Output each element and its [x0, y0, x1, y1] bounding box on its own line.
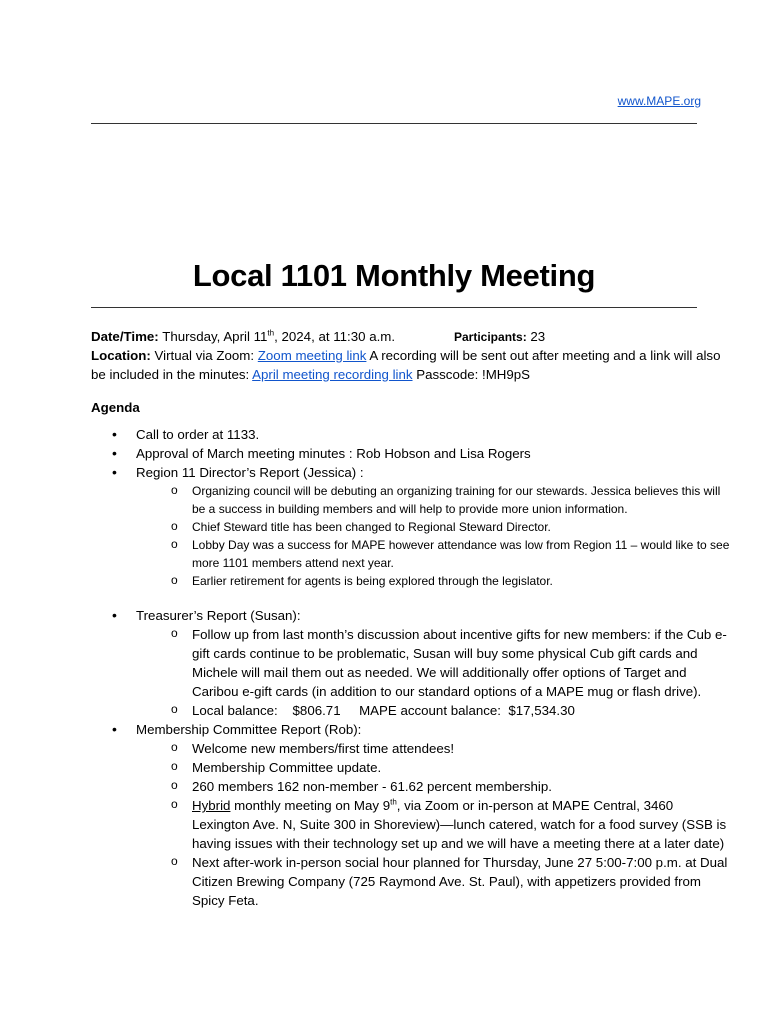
- location-label: Location:: [91, 348, 151, 363]
- location-note: A recording will be sent out after meeting and a link will also be included in the minutes:: [91, 348, 721, 382]
- treasurer-sublist: [136, 625, 731, 720]
- sub-item: o Next after-work in-person social hour planned for Thursday, June 27 5:00-7:00 p.m. at Dual Citizen Brewing Company (725 Raymond Ave. St. Paul), with appetizers provided from Spicy Feta.: [91, 853, 731, 910]
- spacer: [91, 590, 731, 606]
- sub-item: o Welcome new members/first time attendees!: [91, 739, 731, 758]
- participants-label: Participants:: [454, 330, 527, 344]
- director-report-label: Region 11 Director’s Report (Jessica) :: [136, 465, 364, 480]
- passcode: Passcode: !MH9pS: [416, 367, 531, 382]
- sub-item: o 260 members 162 non-member - 61.62 percent membership.: [91, 777, 731, 796]
- participants: [454, 327, 545, 347]
- treasurer-report-label: Treasurer’s Report (Susan):: [136, 608, 301, 623]
- datetime-line: [91, 327, 731, 346]
- mape-website-link[interactable]: www.MAPE.org: [617, 94, 701, 108]
- agenda-item: [91, 720, 731, 910]
- sub-item: o Hybrid monthly meeting on May 9th, via Zoom or in-person at MAPE Central, 3460 Lexington Ave. N, Suite 300 in Shoreview)—lunch catered, watch for a food survey (SSB is having issues with their technology set up and we will have a meeting there at a later date): [91, 796, 731, 853]
- datetime-value: Thursday, April 11th, 2024, at 11:30 a.m.: [162, 328, 396, 344]
- membership-report-label: Membership Committee Report (Rob):: [136, 722, 362, 737]
- director-sublist: [136, 482, 731, 590]
- hybrid-word: Hybrid: [192, 798, 231, 813]
- sub-item: o Lobby Day was a success for MAPE however attendance was low from Region 11 – would like to see more 1101 members attend next year.: [91, 536, 731, 572]
- membership-sublist: [136, 739, 731, 910]
- sub-item: o Organizing council will be debuting an organizing training for our stewards. Jessica believes this will be a success in building members and will help to provide more union information.: [91, 482, 731, 518]
- page-title: Local 1101 Monthly Meeting: [192, 258, 596, 293]
- datetime-label: Date/Time:: [91, 329, 159, 344]
- meeting-meta: [91, 327, 731, 384]
- agenda-item: [91, 606, 731, 720]
- agenda-heading: Agenda: [91, 400, 140, 415]
- sub-item: o Follow up from last month’s discussion about incentive gifts for new members: if the Cub e-gift cards continue to be problematic, Susan will buy some physical Cub gift cards and Michele will mail them out as needed. We will additionally offer options of Target and Caribou e-gift cards (in addition to our standard options of a MAPE mug or flash drive).: [91, 625, 731, 701]
- title-divider: [91, 307, 697, 308]
- agenda-item: • Call to order at 1133.: [91, 425, 731, 444]
- sub-item: o Local balance: $806.71 MAPE account balance: $17,534.30: [91, 701, 731, 720]
- recording-link[interactable]: April meeting recording link: [252, 367, 413, 382]
- location-line: [91, 346, 731, 384]
- zoom-meeting-link[interactable]: Zoom meeting link: [257, 348, 367, 363]
- agenda-list: [91, 425, 731, 910]
- sub-item: o Earlier retirement for agents is being explored through the legislator.: [91, 572, 731, 590]
- header-divider: [91, 123, 697, 124]
- sub-item: o Chief Steward title has been changed to Regional Steward Director.: [91, 518, 731, 536]
- participants-value: 23: [530, 329, 546, 344]
- agenda-item: [91, 463, 731, 590]
- location-text: Virtual via Zoom:: [154, 348, 255, 363]
- agenda-item: • Approval of March meeting minutes : Rob Hobson and Lisa Rogers: [91, 444, 731, 463]
- sub-item: o Membership Committee update.: [91, 758, 731, 777]
